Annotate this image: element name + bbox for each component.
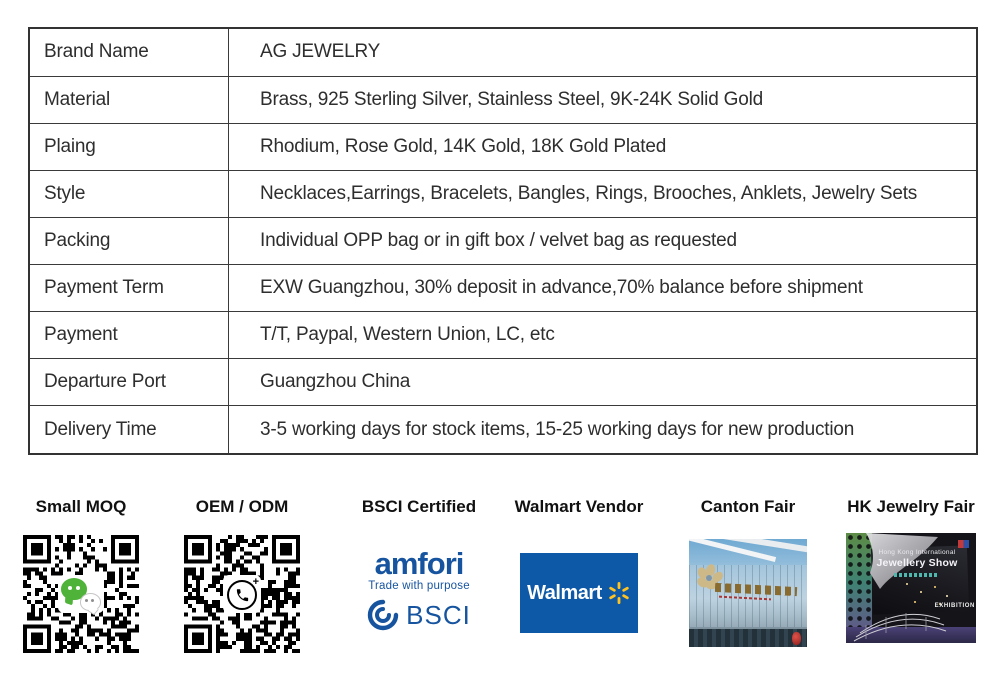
row-value: AG JEWELRY: [229, 28, 978, 76]
table-row: [29, 76, 977, 123]
row-value: Guangzhou China: [229, 359, 978, 406]
table-row: [29, 217, 977, 264]
badge-bsci-certified: [349, 496, 489, 668]
row-value: Necklaces,Earrings, Bracelets, Bangles, Rings, Brooches, Anklets, Jewelry Sets: [229, 170, 978, 217]
row-label: Style: [29, 170, 229, 217]
table-row: [29, 312, 977, 359]
row-value: Rhodium, Rose Gold, 14K Gold, 18K Gold Plated: [229, 123, 978, 170]
hk-jewelry-fair-photo: [846, 533, 976, 643]
row-label: Material: [29, 76, 229, 123]
wechat-icon: [58, 575, 104, 613]
amfori-wordmark: amfori: [374, 546, 464, 581]
table-row: [29, 170, 977, 217]
row-label: Delivery Time: [29, 406, 229, 454]
hk-show-line2: Jewellery Show: [876, 557, 958, 569]
badge-small-moq: [11, 496, 151, 668]
table-row: [29, 406, 977, 454]
row-value: Individual OPP bag or in gift box / velvet bag as requested: [229, 217, 978, 264]
row-label: Payment: [29, 312, 229, 359]
table-row: [29, 359, 977, 406]
row-value: Brass, 925 Sterling Silver, Stainless Steel, 9K-24K Solid Gold: [229, 76, 978, 123]
badge-oem-odm: [172, 496, 312, 668]
table-row: [29, 28, 977, 76]
product-spec-table: [28, 27, 978, 455]
walmart-spark-icon: [607, 581, 631, 605]
table-row: [29, 265, 977, 312]
show-logo-badge: [958, 540, 969, 548]
table-row: [29, 123, 977, 170]
badge-label: Walmart Vendor: [514, 497, 644, 516]
exhibition-sign: EXHIBITION: [934, 603, 975, 609]
canton-fair-photo: [689, 539, 807, 647]
wechat-qr-code: [23, 535, 139, 653]
badge-label: Canton Fair: [700, 497, 796, 516]
row-value: 3-5 working days for stock items, 15-25 working days for new production: [229, 406, 978, 454]
row-label: Packing: [29, 217, 229, 264]
whatsapp-qr-code: [184, 535, 300, 653]
amfori-tagline: Trade with purpose: [368, 580, 470, 592]
row-label: Departure Port: [29, 359, 229, 406]
badge-canton-fair: [678, 496, 818, 668]
row-label: Plaing: [29, 123, 229, 170]
bsci-spiral-icon: [367, 599, 399, 631]
badge-label: Small MOQ: [35, 497, 127, 516]
staircase-shape: [846, 597, 976, 643]
row-label: Brand Name: [29, 28, 229, 76]
badge-label: HK Jewelry Fair: [847, 497, 975, 516]
row-value: T/T, Paypal, Western Union, LC, etc: [229, 312, 978, 359]
walmart-wordmark: Walmart: [527, 581, 602, 604]
bsci-wordmark: BSCI: [406, 599, 471, 630]
row-value: EXW Guangzhou, 30% deposit in advance,70% balance before shipment: [229, 265, 978, 312]
walmart-logo: [520, 553, 638, 633]
phone-contact-icon: +: [223, 575, 261, 613]
badge-label: OEM / ODM: [195, 497, 289, 516]
badge-label: BSCI Certified: [361, 497, 477, 516]
hk-show-line1: Hong Kong International: [878, 549, 956, 556]
amfori-bsci-logo: [361, 546, 477, 631]
badge-walmart-vendor: [509, 496, 649, 668]
row-label: Payment Term: [29, 265, 229, 312]
badge-hk-jewelry-fair: [841, 496, 981, 668]
